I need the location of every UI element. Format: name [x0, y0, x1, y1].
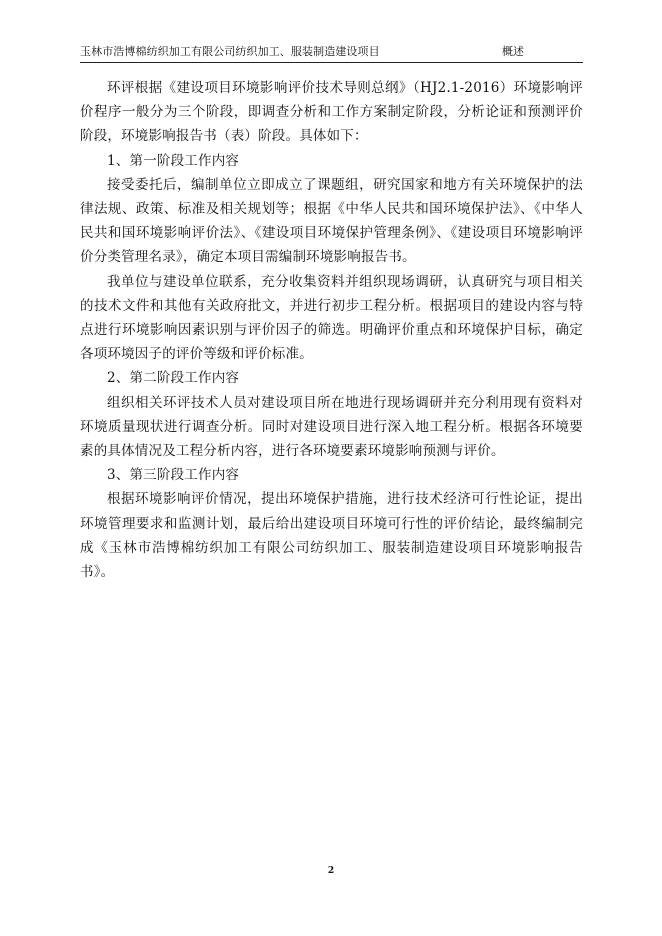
stage-2-paragraph: 组织相关环评技术人员对建设项目所在地进行现场调研并充分利用现有资料对环境质量现状进行调查分析。同时对建设项目进行深入地工程分析。根据各环境要素的具体情况及工程分析内容，进行各环境要素环境影响预测与评价。 [80, 394, 583, 460]
stage-1-heading: 1、第一阶段工作内容 [107, 152, 240, 169]
stage-3-paragraph: 根据环境影响评价情况，提出环境保护措施，进行技术经济可行性论证，提出环境管理要求和监测计划，最后给出建设项目环境可行性的评价结论，最终编制完成《玉林市浩博棉纺织加工有限公司纺织加工、服装制造建设项目环境影响报告书》。 [80, 491, 583, 581]
page-number: 2 [327, 866, 335, 876]
page-header [80, 44, 583, 63]
document-body [80, 76, 583, 584]
stage-1-paragraph-1: 接受委托后，编制单位立即成立了课题组，研究国家和地方有关环境保护的法律法规、政策、标准及相关规划等；根据《中华人民共和国环境保护法》、《中华人民共和国环境影响评价法》、《建设项目环境保护管理条例》、《建设项目环境影响评价分类管理名录》，确定本项目需编制环境影响报告书。 [80, 176, 583, 266]
stage-3-heading: 3、第三阶段工作内容 [107, 467, 240, 484]
stage-2-heading: 2、第二阶段工作内容 [107, 370, 240, 387]
header-project-title: 玉林市浩博棉纺织加工有限公司纺织加工、服装制造建设项目 [80, 45, 380, 58]
stage-1-paragraph-2: 我单位与建设单位联系，充分收集资料并组织现场调研，认真研究与项目相关的技术文件和其他有关政府批文，并进行初步工程分析。根据项目的建设内容与特点进行环境影响因素识别与评价因子的筛选。明确评价重点和环境保护目标，确定各项环境因子的评价等级和评价标准。 [80, 273, 583, 363]
header-section-name: 概述 [502, 45, 524, 58]
intro-paragraph: 环评根据《建设项目环境影响评价技术导则总纲》（HJ2.1-2016）环境影响评价程序一般分为三个阶段，即调查分析和工作方案制定阶段，分析论证和预测评价阶段，环境影响报告书（表）阶段。具体如下： [80, 80, 583, 145]
